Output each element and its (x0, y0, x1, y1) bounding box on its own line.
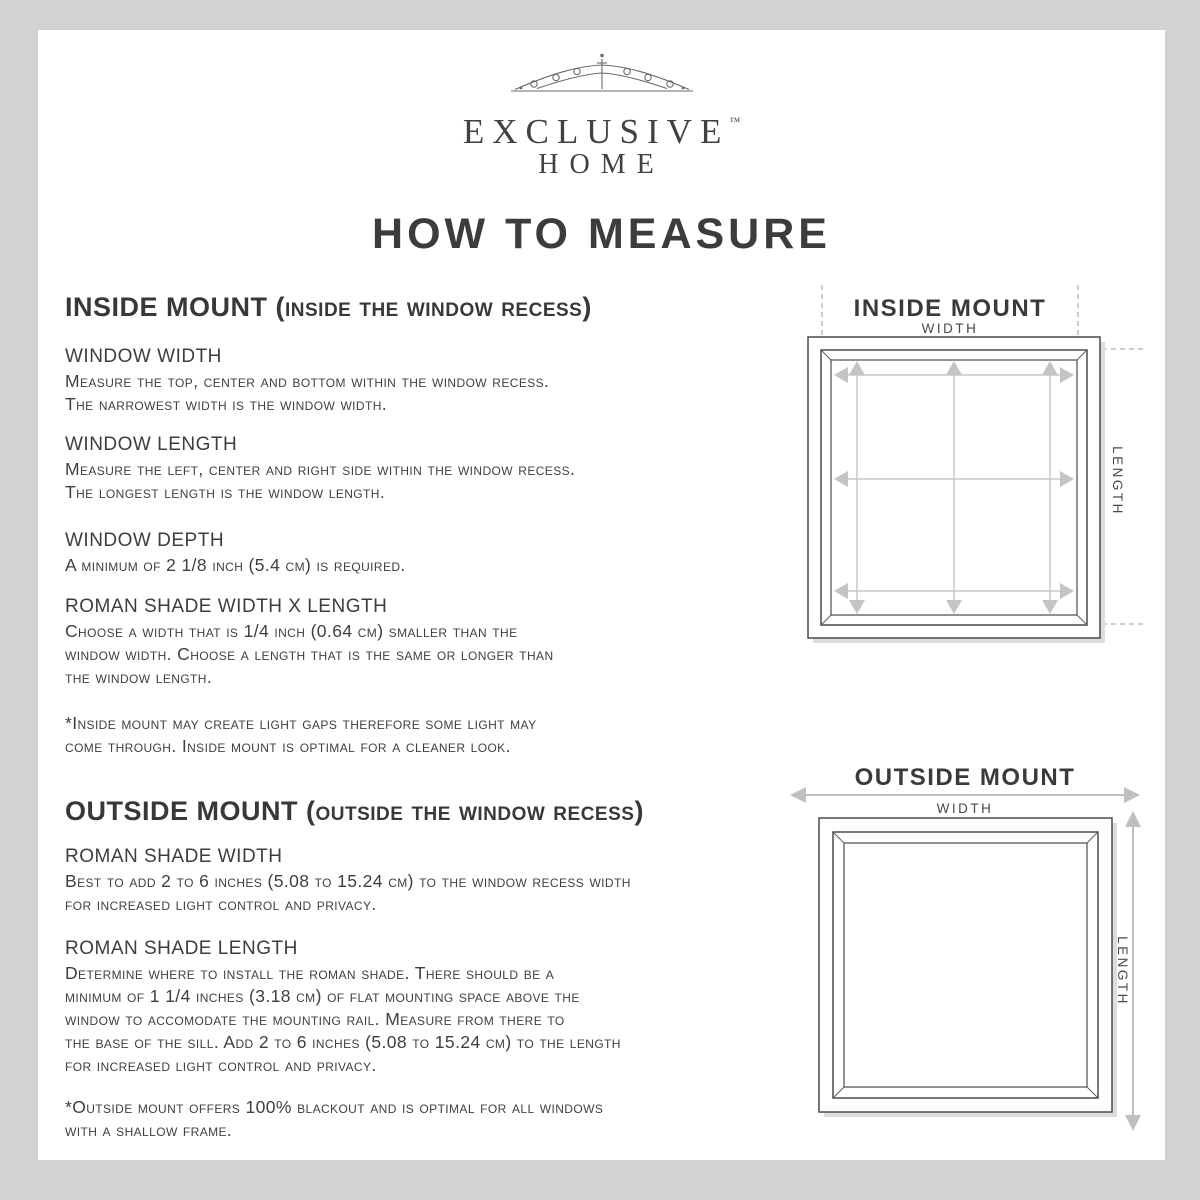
window-frame (819, 818, 1117, 1117)
item-text-line: minimum of 1 1/4 inches (3.18 cm) of flat mounting space above the (65, 986, 580, 1006)
brand-name-line2: HOME (538, 149, 665, 180)
inside-diagram-title: INSIDE MOUNT (853, 295, 1047, 322)
item-label: WINDOW DEPTH (65, 530, 225, 551)
window-width-item (65, 346, 795, 416)
page-title: HOW TO MEASURE (372, 210, 831, 258)
note-line: *Outside mount offers 100% blackout and is optimal for all windows (65, 1097, 604, 1117)
window-length-item (65, 434, 795, 504)
item-label: ROMAN SHADE LENGTH (65, 938, 298, 959)
outside-mount-heading: OUTSIDE MOUNT (outside the window recess) (65, 796, 644, 826)
outside-diagram-length-label: LENGTH (1115, 936, 1130, 1006)
item-text-line: window to accomodate the mounting rail. Measure from there to (65, 1009, 565, 1029)
outside-diagram-width-label: WIDTH (936, 801, 994, 816)
item-text-line: the window length. (65, 667, 213, 687)
item-label: WINDOW WIDTH (65, 346, 222, 367)
trademark-symbol: ™ (729, 116, 741, 128)
item-text-line: window width. Choose a length that is the same or longer than (65, 644, 554, 664)
roman-shade-length-item (65, 938, 795, 1077)
roman-shade-width-length-item (65, 596, 795, 689)
inside-diagram-width-label: WIDTH (921, 321, 979, 336)
item-text-line: The narrowest width is the window width. (65, 394, 388, 414)
roman-shade-width-item (65, 846, 795, 916)
item-text-line: Best to add 2 to 6 inches (5.08 to 15.24 cm) to the window recess width (65, 871, 631, 891)
note-line: *Inside mount may create light gaps therefore some light may (65, 713, 537, 733)
item-label: WINDOW LENGTH (65, 434, 238, 455)
inside-mount-heading: INSIDE MOUNT (inside the window recess) (65, 292, 592, 322)
window-depth-item (65, 530, 795, 577)
item-text-line: for increased light control and privacy. (65, 1055, 377, 1075)
inside-mount-diagram (782, 283, 1150, 660)
brand-name-text: EXCLUSIVE (462, 112, 730, 151)
measuring-guide-page (38, 30, 1165, 1160)
outside-diagram-title: OUTSIDE MOUNT (854, 764, 1076, 791)
item-label: ROMAN SHADE WIDTH X LENGTH (65, 596, 388, 617)
note-line: come through. Inside mount is optimal for a cleaner look. (65, 736, 511, 756)
item-text-line: Determine where to install the roman shade. There should be a (65, 963, 555, 983)
item-label: ROMAN SHADE WIDTH (65, 846, 283, 867)
note-line: with a shallow frame. (65, 1120, 233, 1140)
brand-name (38, 104, 1165, 150)
inside-diagram-length-label: LENGTH (1110, 446, 1125, 516)
item-text-line: Measure the top, center and bottom within the window recess. (65, 371, 550, 391)
item-text-line: A minimum of 2 1/8 inch (5.4 cm) is required. (65, 555, 406, 575)
inside-mount-note (65, 712, 795, 758)
outside-mount-diagram (782, 755, 1150, 1140)
item-text-line: the base of the sill. Add 2 to 6 inches (5.08 to 15.24 cm) to the length (65, 1032, 621, 1052)
item-text-line: The longest length is the window length. (65, 482, 386, 502)
crown-ornament-icon (507, 50, 697, 94)
brand-logo (38, 50, 1165, 180)
item-text-line: for increased light control and privacy. (65, 894, 377, 914)
outside-mount-note (65, 1096, 795, 1142)
item-text-line: Measure the left, center and right side within the window recess. (65, 459, 576, 479)
item-text-line: Choose a width that is 1/4 inch (0.64 cm) smaller than the (65, 621, 518, 641)
